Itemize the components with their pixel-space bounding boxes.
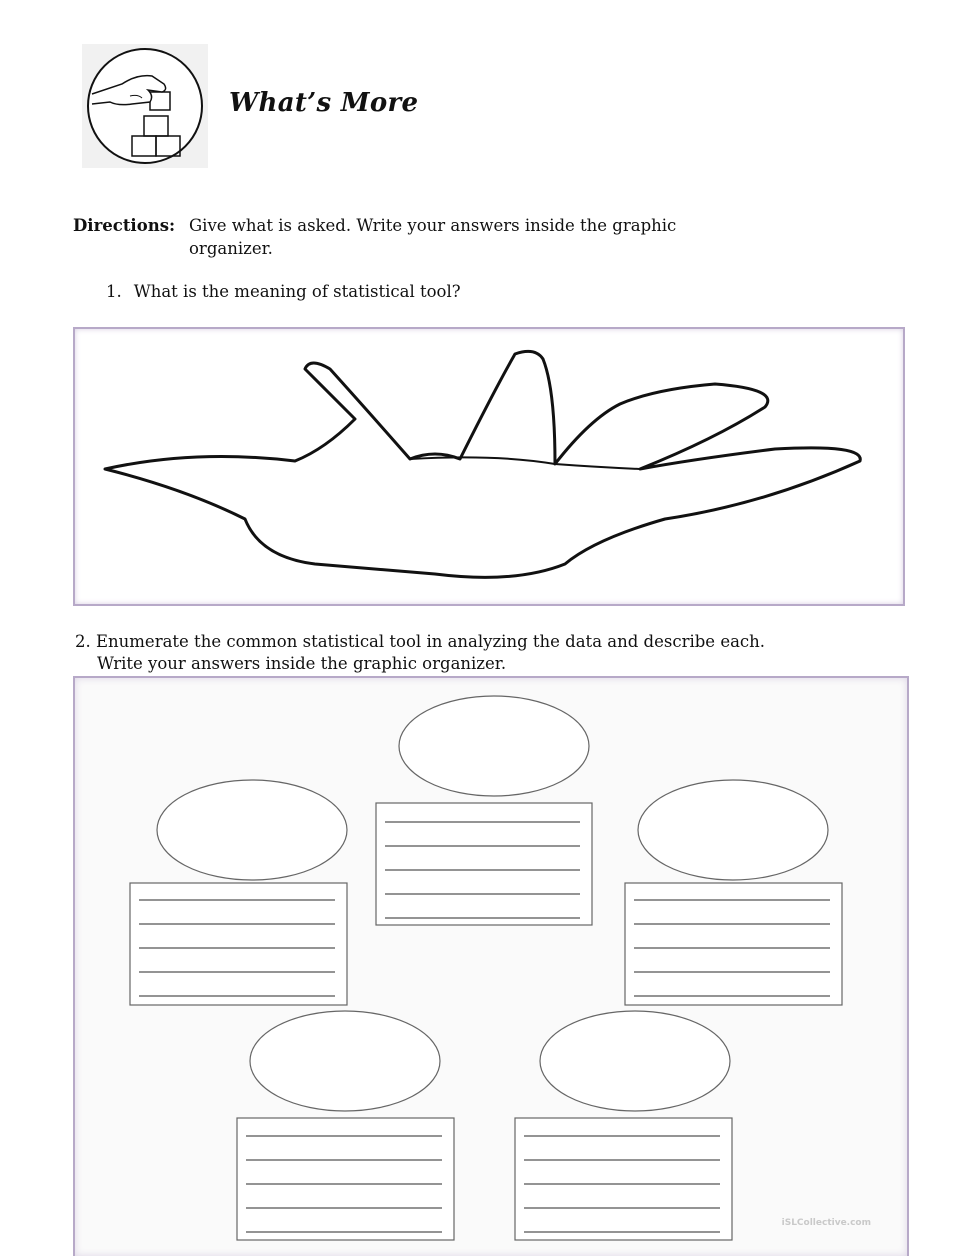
organizer-ellipse-bottom-left (250, 1011, 440, 1111)
ellipse-and-lined-box-organizer (75, 678, 907, 1256)
organizer-box-left (130, 883, 347, 1005)
organizer-ellipse-right (638, 780, 828, 880)
question-2-line-1: 2. Enumerate the common statistical tool in analyzing the data and describe each. (75, 632, 766, 651)
organizer-ellipse-bottom-right (540, 1011, 730, 1111)
hand-blocks-logo-icon (82, 44, 208, 168)
question-1 (106, 282, 461, 301)
organizer-ellipse-top (399, 696, 589, 796)
directions-text: Give what is asked. Write your answers inside the graphic organizer. (189, 216, 677, 258)
statistical-tools-graphic-organizer[interactable] (73, 676, 909, 1256)
hand-graphic-organizer[interactable] (73, 327, 905, 606)
organizer-ellipse-left (157, 780, 347, 880)
directions-label: Directions: (73, 216, 176, 235)
question-2-line-2: Write your answers inside the graphic organizer. (97, 654, 507, 673)
question-1-number: 1. (106, 282, 122, 301)
watermark: iSLCollective.com (781, 1218, 871, 1228)
question-2 (75, 631, 895, 675)
organizer-box-right (625, 883, 842, 1005)
organizer-box-top (376, 803, 592, 925)
hand-outline-icon (75, 329, 903, 604)
question-1-text: What is the meaning of statistical tool? (133, 282, 461, 301)
page-title: What’s More (229, 88, 419, 118)
